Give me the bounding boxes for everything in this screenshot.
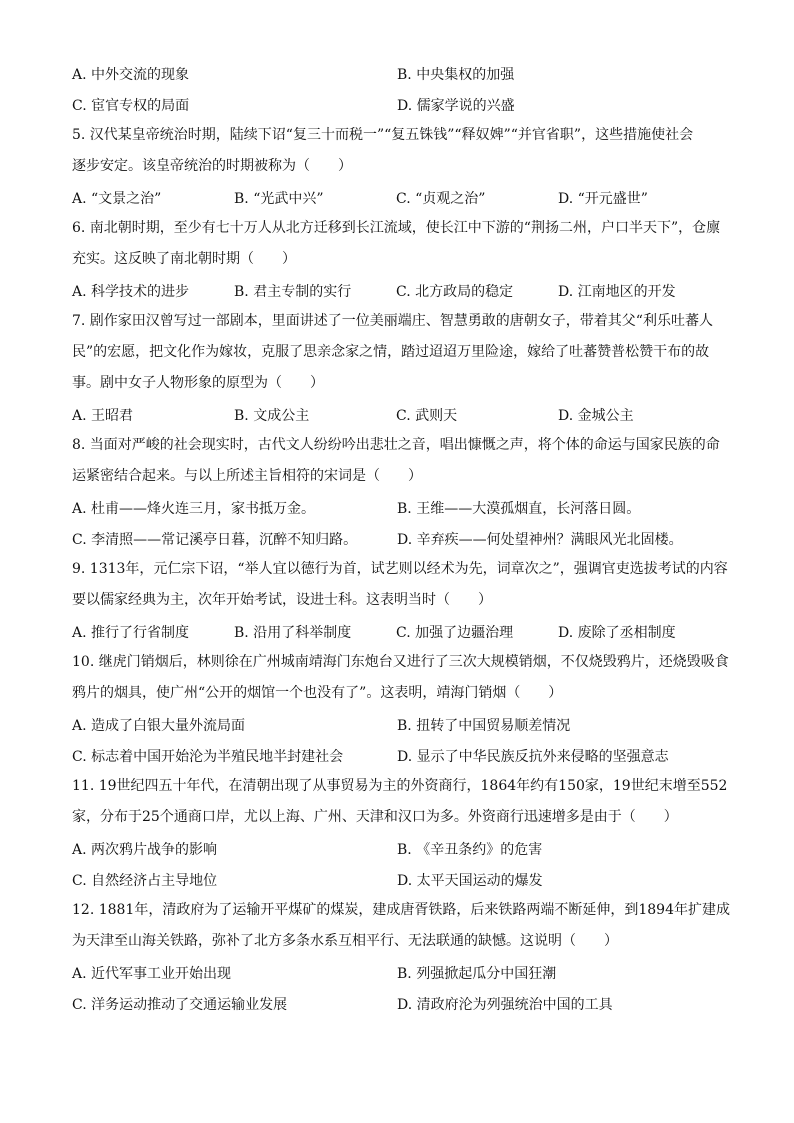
- question-line: 要以儒家经典为主，次年开始考试，设进士科。这表明当时（ ）: [72, 592, 492, 608]
- options-row: [72, 89, 722, 120]
- options-row: [72, 709, 722, 740]
- option-a[interactable]: A. 近代军事工业开始出现: [72, 965, 232, 982]
- question-7: [72, 306, 722, 399]
- question-5: [72, 120, 722, 182]
- option-b[interactable]: B. 君主专制的实行: [234, 283, 352, 300]
- question-9: [72, 554, 728, 616]
- option-d[interactable]: D. 儒家学说的兴盛: [397, 97, 515, 114]
- option-a[interactable]: A. 科学技术的进步: [72, 283, 190, 300]
- question-line: 8. 当面对严峻的社会现实时，古代文人纷纷吟出悲壮之音，唱出慷慨之声，将个体的命运与国家民族的命: [72, 437, 720, 453]
- options-row: [72, 833, 722, 864]
- question-line: 逐步安定。该皇帝统治的时期被称为（ ）: [72, 158, 352, 174]
- question-line: 5. 汉代某皇帝统治时期，陆续下诏“复三十而税一”“复五铢钱”“释奴婢”“并官省职”，这些措施使社会: [72, 127, 694, 143]
- option-c[interactable]: C. 李清照——常记溪亭日暮，沉醉不知归路。: [72, 531, 358, 548]
- option-c[interactable]: C. 自然经济占主导地位: [72, 872, 218, 889]
- option-d[interactable]: D. 江南地区的开发: [558, 283, 676, 300]
- options-row: [72, 957, 722, 988]
- options-row: [72, 58, 722, 89]
- options-row: [72, 523, 722, 554]
- options-row: [72, 740, 722, 771]
- option-d[interactable]: D. 清政府沦为列强统治中国的工具: [397, 996, 613, 1013]
- question-6: [72, 213, 722, 275]
- option-a[interactable]: A. 造成了白银大量外流局面: [72, 717, 246, 734]
- question-12: [72, 895, 730, 957]
- option-b[interactable]: B. 扭转了中国贸易顺差情况: [397, 717, 571, 734]
- option-b[interactable]: B. “光武中兴”: [234, 190, 324, 207]
- option-c[interactable]: C. 宦官专权的局面: [72, 97, 190, 114]
- question-line: 12. 1881年，清政府为了运输开平煤矿的煤炭，建成唐胥铁路，后来铁路两端不断延伸，到1894年扩建成: [72, 902, 730, 918]
- question-line: 11. 19世纪四五十年代，在清朝出现了从事贸易为主的外资商行，1864年约有150家，19世纪末增至552: [72, 778, 728, 794]
- question-line: 充实。这反映了南北朝时期（ ）: [72, 251, 296, 267]
- options-row: [72, 182, 722, 213]
- question-11: [72, 771, 728, 833]
- option-d[interactable]: D. “开元盛世”: [558, 190, 648, 207]
- option-c[interactable]: C. 标志着中国开始沦为半殖民地半封建社会: [72, 748, 344, 765]
- question-line: 7. 剧作家田汉曾写过一部剧本，里面讲述了一位美丽端庄、智慧勇敢的唐朝女子，带着其父“利乐吐蕃人: [72, 313, 713, 329]
- question-line: 家，分布于25个通商口岸，尤以上海、广州、天津和汉口为多。外资商行迅速增多是由于（ ）: [72, 809, 678, 825]
- option-b[interactable]: B. 王维——大漠孤烟直，长河落日圆。: [397, 500, 641, 517]
- option-d[interactable]: D. 金城公主: [558, 407, 634, 424]
- option-b[interactable]: B. 中央集权的加强: [397, 66, 515, 83]
- question-line: 为天津至山海关铁路，弥补了北方多条水系互相平行、无法联通的缺憾。这说明（ ）: [72, 933, 618, 949]
- option-b[interactable]: B. 文成公主: [234, 407, 310, 424]
- question-line: 6. 南北朝时期，至少有七十万人从北方迁移到长江流域，使长江中下游的“荆扬二州，户口半天下”，仓廪: [72, 220, 721, 236]
- option-d[interactable]: D. 太平天国运动的爆发: [397, 872, 543, 889]
- exam-page: [72, 58, 730, 1019]
- question-line: 鸦片的烟具，使广州“公开的烟馆一个也没有了”。这表明，靖海门销烟（ ）: [72, 685, 563, 701]
- question-line: 运紧密结合起来。与以上所述主旨相符的宋词是（ ）: [72, 468, 422, 484]
- options-row: [72, 616, 722, 647]
- question-line: 事。剧中女子人物形象的原型为（ ）: [72, 375, 324, 391]
- option-c[interactable]: C. 加强了边疆治理: [396, 624, 514, 641]
- option-a[interactable]: A. 杜甫——烽火连三月，家书抵万金。: [72, 500, 316, 517]
- option-c[interactable]: C. 北方政局的稳定: [396, 283, 514, 300]
- options-row: [72, 988, 722, 1019]
- option-a[interactable]: A. 两次鸦片战争的影响: [72, 841, 218, 858]
- question-line: 10. 继虎门销烟后，林则徐在广州城南靖海门东炮台又进行了三次大规模销烟，不仅烧毁鸦片，还烧毁吸食: [72, 654, 729, 670]
- option-b[interactable]: B. 沿用了科举制度: [234, 624, 352, 641]
- option-c[interactable]: C. “贞观之治”: [396, 190, 486, 207]
- question-8: [72, 430, 722, 492]
- option-a[interactable]: A. “文景之治”: [72, 190, 162, 207]
- options-row: [72, 864, 722, 895]
- question-line: 民”的宏愿，把文化作为嫁妆，克服了思亲念家之情，踏过迢迢万里险途，嫁给了吐蕃赞普松赞干布的故: [72, 344, 710, 360]
- option-d[interactable]: D. 废除了丞相制度: [558, 624, 676, 641]
- option-d[interactable]: D. 辛弃疾——何处望神州？满眼风光北固楼。: [397, 531, 683, 548]
- option-c[interactable]: C. 武则天: [396, 407, 458, 424]
- option-a[interactable]: A. 中外交流的现象: [72, 66, 190, 83]
- options-row: [72, 492, 722, 523]
- question-10: [72, 647, 729, 709]
- option-d[interactable]: D. 显示了中华民族反抗外来侵略的坚强意志: [397, 748, 669, 765]
- option-b[interactable]: B. 列强掀起瓜分中国狂潮: [397, 965, 557, 982]
- question-line: 9. 1313年，元仁宗下诏，“举人宜以德行为首，试艺则以经术为先，词章次之”，强调官吏选拔考试的内容: [72, 561, 728, 577]
- option-c[interactable]: C. 洋务运动推动了交通运输业发展: [72, 996, 288, 1013]
- option-a[interactable]: A. 王昭君: [72, 407, 134, 424]
- options-row: [72, 275, 722, 306]
- option-a[interactable]: A. 推行了行省制度: [72, 624, 190, 641]
- options-row: [72, 399, 722, 430]
- option-b[interactable]: B. 《辛丑条约》的危害: [397, 841, 543, 858]
